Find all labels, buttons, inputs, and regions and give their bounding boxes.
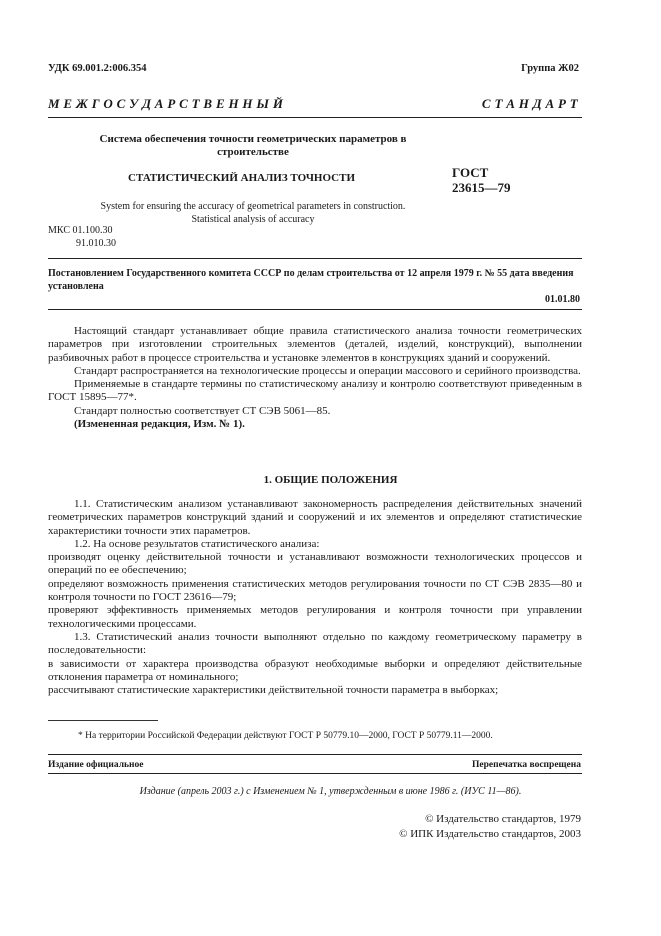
section-1-body <box>48 498 582 697</box>
gost-number: 23615—79 <box>452 180 511 195</box>
intro-paragraph: Стандарт полностью соответствует СТ СЭВ 5061—85. <box>74 404 331 417</box>
decree-divider <box>48 309 582 310</box>
english-title-line: System for ensuring the accuracy of geometrical parameters in construction. <box>100 201 406 212</box>
section-title: 1. ОБЩИЕ ПОЛОЖЕНИЯ <box>263 474 398 486</box>
clause-paragraph: производят оценку действительной точности и устанавливают возможности технологических процессов и операций по ее обеспечению; <box>48 551 582 577</box>
intro-paragraph: Настоящий стандарт устанавливает общие правила статистического анализа точности геометрических параметров при изготовлении строительных элементов (деталей, изделий, конструкций), выполнении разбивочных работ в процессе строительства и установке элементов в конструкциях зданий и сооружений. <box>48 325 582 364</box>
copyright-line: © Издательство стандартов, 1979 <box>425 813 581 825</box>
intro-paragraph: Применяемые в стандарте термины по статистическому анализу и контролю соответствуют приведенным в ГОСТ 15895—77*. <box>48 378 582 404</box>
english-title-line: Statistical analysis of accuracy <box>191 214 315 225</box>
amendment-note: (Измененная редакция, Изм. № 1). <box>74 418 245 431</box>
official-edition-label: Издание официальное <box>48 760 144 770</box>
clause-paragraph: рассчитывают статистические характеристики действительной точности параметра в выборках; <box>48 684 499 697</box>
decree-text: Постановлением Государственного комитета СССР по делам строительства от 12 апреля 1979 г. № 55 дата введения установлена <box>48 268 574 292</box>
clause-paragraph: проверяют эффективность применяемых методов регулирования и контроля точности при управлении технологическими процессами. <box>48 604 582 630</box>
clause-paragraph: в зависимости от характера производства образуют необходимые выборки и определяют действительные отклонения параметра от номинального; <box>48 657 582 683</box>
clause-paragraph: 1.3. Статистический анализ точности выполняют отдельно по каждому геометрическому параметру в последовательности: <box>48 630 582 657</box>
copyright-line: © ИПК Издательство стандартов, 2003 <box>399 828 581 840</box>
mks-code: МКС 01.100.30 <box>48 225 113 236</box>
footnote: * На территории Российской Федерации действуют ГОСТ Р 50779.10—2000, ГОСТ Р 50779.11—2000. <box>78 731 493 741</box>
header-divider <box>48 258 582 259</box>
standard-word: С Т А Н Д А Р Т <box>481 96 578 111</box>
reprint-prohibited-label: Перепечатка воспрещена <box>471 760 581 770</box>
clause-paragraph: 1.1. Статистическим анализом устанавливают закономерность распределения действительных значений геометрических параметров конструкций зданий и сооружений и их элементов и определяют статистические характеристики точности этих параметров. <box>48 498 582 537</box>
clause-paragraph: определяют возможность применения статистических методов регулирования точности по СТ СЭВ 2835—80 и контроля точности по ГОСТ 23616—79; <box>48 577 582 604</box>
introduction-date: 01.01.80 <box>545 294 580 305</box>
interstate-standard-banner <box>48 96 578 112</box>
top-divider <box>48 117 582 118</box>
footer-divider <box>48 754 582 755</box>
udk-code: УДК 69.001.2:006.354 <box>48 63 147 74</box>
english-title <box>80 200 426 226</box>
clause-paragraph: 1.2. На основе результатов статистического анализа: <box>74 537 320 550</box>
footnote-separator <box>48 720 158 721</box>
intro-paragraph: Стандарт распространяется на технологические процессы и операции массового и серийного производства. <box>74 364 581 377</box>
interstate-word: М Е Ж Г О С У Д А Р С Т В Е Н Н Ы Й <box>48 96 284 111</box>
mks-codes <box>48 224 116 250</box>
edition-note: Издание (апрель 2003 г.) с Изменением № 1, утвержденным в июне 1986 г. (ИУС 11—86). <box>139 786 522 797</box>
group-code: Группа Ж02 <box>521 63 579 74</box>
document-title: СТАТИСТИЧЕСКИЙ АНАЛИЗ ТОЧНОСТИ <box>128 172 356 184</box>
footer-bottom-divider <box>48 773 582 774</box>
gost-label: ГОСТ <box>452 165 489 180</box>
mks-code: 91.010.30 <box>76 238 116 249</box>
system-title: Система обеспечения точности геометрических параметров в строительстве <box>99 133 407 158</box>
intro-section <box>48 325 582 431</box>
gost-designation <box>452 165 511 195</box>
